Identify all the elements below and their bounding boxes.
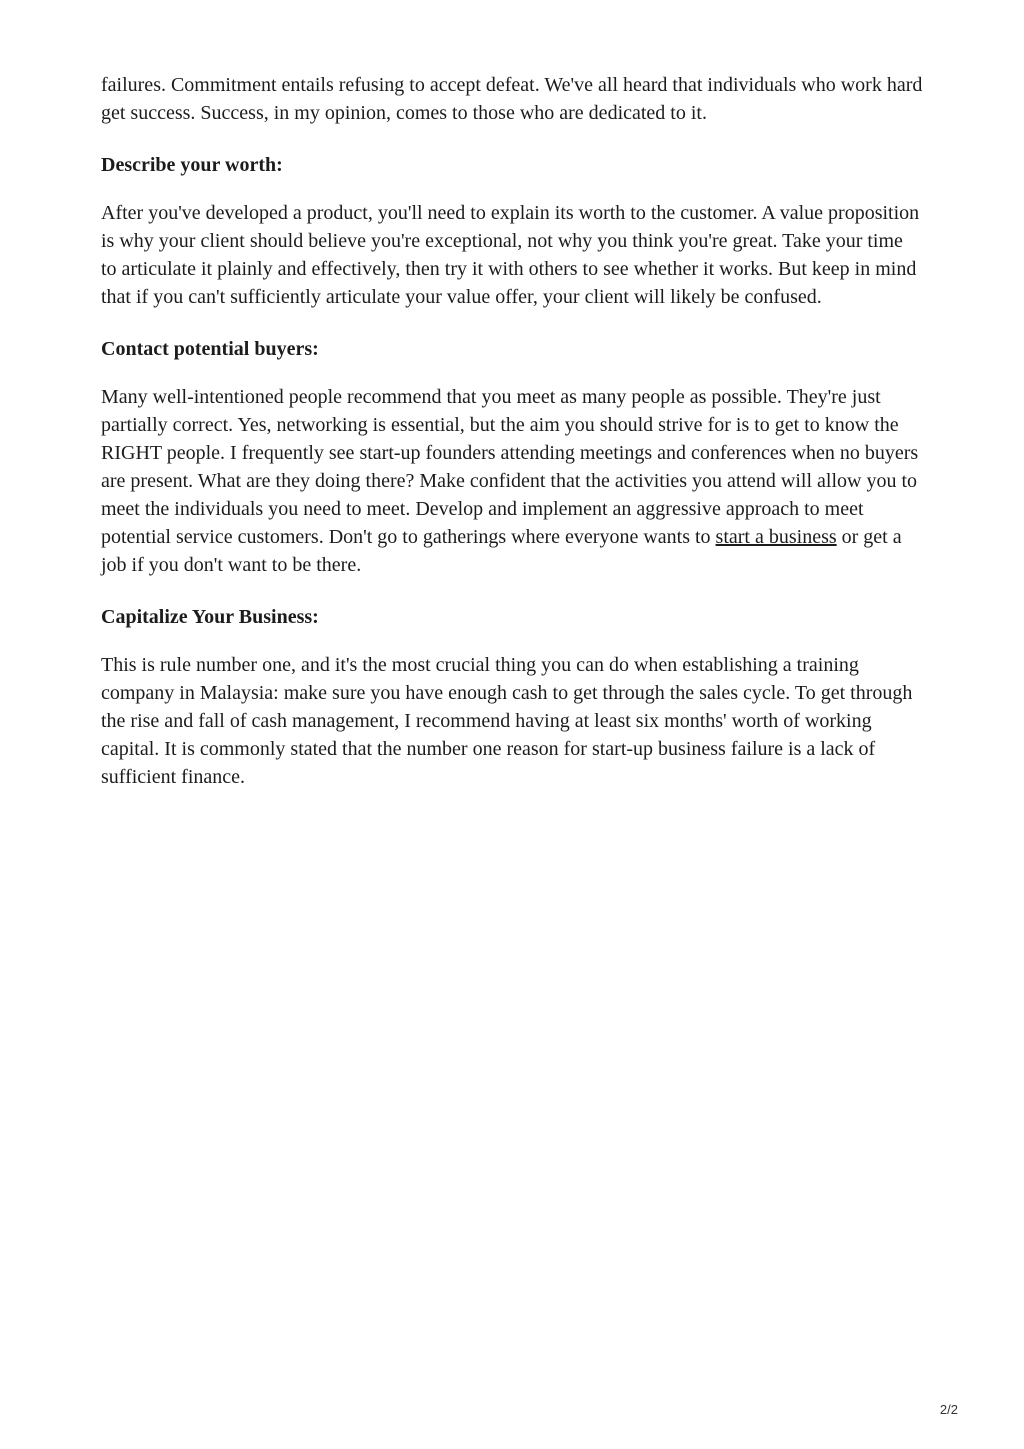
paragraph-networking-text-before-link: Many well-intentioned people recommend that you meet as many people as possible. They're just partially correct. Yes, networking is essential, but the aim you should strive for is to get to know the RIGHT people. I frequently see start-up founders attending meetings and conferences when no buyers are present. What are they doing there? Make confident that the activities you attend will allow you to meet the individuals you need to meet. Develop and implement an aggressive approach to meet potential service customers. Don't go to gatherings where everyone wants to <box>101 386 919 548</box>
start-a-business-link[interactable]: start a business <box>715 526 837 548</box>
heading-contact-potential-buyers: Contact potential buyers: <box>101 338 319 360</box>
heading-capitalize-your-business: Capitalize Your Business: <box>101 606 319 628</box>
paragraph-value-proposition: After you've developed a product, you'll need to explain its worth to the customer. A value proposition is why your client should believe you're exceptional, not why you think you're great. Take your time to articulate it plainly and effectively, then try it with others to see whether it works. But keep in mind that if you can't sufficiently articulate your value offer, your client will likely be confused. <box>101 202 920 308</box>
paragraph-networking <box>101 383 923 579</box>
paragraph-networking-text-after-link: or get a job if you don't want to be there. <box>101 526 902 576</box>
heading-describe-your-worth: Describe your worth: <box>101 154 283 176</box>
paragraph-commitment: failures. Commitment entails refusing to accept defeat. We've all heard that individuals who work hard get success. Success, in my opinion, comes to those who are dedicated to it. <box>101 74 923 124</box>
document-content <box>101 71 923 815</box>
page-number-indicator: 2/2 <box>939 1402 958 1417</box>
paragraph-working-capital: This is rule number one, and it's the most crucial thing you can do when establishing a training company in Malaysia: make sure you have enough cash to get through the sales cycle. To get through the rise and fall of cash management, I recommend having at least six months' worth of working capital. It is commonly stated that the number one reason for start-up business failure is a lack of sufficient finance. <box>101 654 913 788</box>
